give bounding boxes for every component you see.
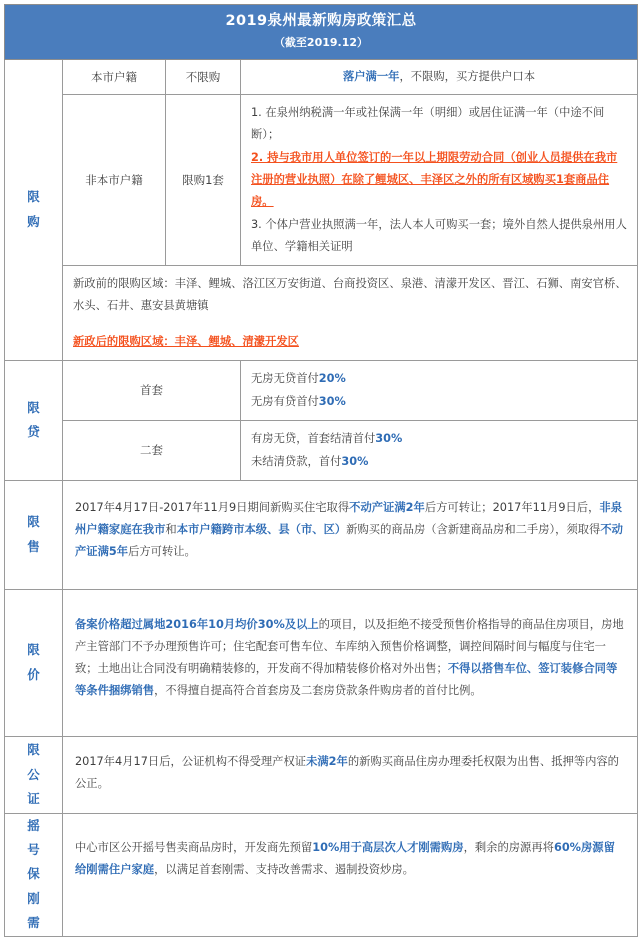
price-paragraph: 备案价格超过属地2016年10月均价30%及以上的项目，以及拒绝不接受预售价格指导的商品住房项目，房地产主管部门不予办理预售许可；住宅配套可售车位、车库纳入预售价格调整，调控间隔时间与幅度与住宅一致；土地出让合同没有明确精装修的，开发商不得加精装修价格对外出售；不得以搭售车位、签订装修合同等等条件捆绑销售，不得擅自提高符合首套房及二套房贷款条件购房者的首付比例。 — [75, 617, 624, 697]
table-row — [5, 95, 638, 266]
table-title-row — [5, 5, 638, 60]
table-row — [5, 266, 638, 360]
loan-first-line-1: 无房无贷首付20% — [251, 371, 346, 385]
quota-nonlocal-label: 限购1套 — [166, 95, 241, 266]
page-title: 2019泉州最新购房政策汇总 — [225, 13, 417, 29]
category-label-text: 限 售 — [27, 514, 40, 554]
quota-local-label: 不限购 — [166, 59, 241, 95]
loan-first-detail — [241, 360, 638, 420]
zone-after-line: 新政后的限购区域：丰泽、鲤城、清濛开发区 — [73, 334, 299, 348]
category-label-text: 摇 号 保 刚 需 — [27, 817, 40, 931]
notarization-paragraph: 2017年4月17日后，公证机构不得受理产权证未满2年的新购买商品住房办理委托权限为出售、抵押等内容的公正。 — [75, 754, 619, 790]
zone-before-value: 丰泽、鲤城、洛江区万安街道、台商投资区、泉港、清濛开发区、晋江、石狮、南安官桥、水头、石井、惠安县黄塘镇 — [73, 277, 627, 313]
restricted-zones-cell — [63, 266, 638, 360]
table-row — [5, 736, 638, 813]
category-label-xiandai — [5, 360, 63, 480]
nonlocal-household-detail — [241, 95, 638, 266]
loan-first-line-2: 无房有贷首付30% — [251, 394, 346, 408]
loan-second-line-1: 有房无贷，首套结清首付30% — [251, 431, 403, 445]
household-nonlocal-label: 非本市户籍 — [63, 95, 166, 266]
local-household-detail — [241, 59, 638, 95]
nonlocal-detail-item-3: 3. 个体户营业执照满一年，法人本人可购买一套；境外自然人提供泉州用人单位、学籍相关证明 — [251, 218, 627, 254]
category-label-xiangongzheng — [5, 736, 63, 813]
nonlocal-detail-item-2: 2. 持与我市用人单位签订的一年以上期限劳动合同（创业人员提供在我市注册的营业执照）在除了鲤城区、丰泽区之外的所有区域购买1套商品住房。 — [251, 151, 618, 209]
loan-second-detail — [241, 420, 638, 480]
table-row — [5, 59, 638, 95]
category-label-xiangou — [5, 59, 63, 360]
resale-restriction-detail — [63, 480, 638, 589]
category-label-xianshou — [5, 480, 63, 589]
household-local-label: 本市户籍 — [63, 59, 166, 95]
resale-paragraph: 2017年4月17日-2017年11月9日期间新购买住宅取得不动产证满2年后方可转让；2017年11月9日后，非泉州户籍家庭在我市和本市户籍跨市本级、县（市、区）新购买的商品房（含新建商品房和二手房），须取得不动产证满5年后方可转让。 — [75, 500, 623, 558]
nonlocal-detail-item-1: 1. 在泉州纳税满一年或社保满一年（明细）或居住证满一年（中途不间断）； — [251, 106, 605, 142]
category-label-text: 限 价 — [27, 642, 40, 682]
table-row — [5, 589, 638, 736]
category-label-text: 限 贷 — [27, 399, 40, 440]
category-label-text: 限 公 证 — [27, 742, 40, 806]
zone-spacer — [73, 318, 628, 331]
page-subtitle: （截至2019.12） — [273, 36, 369, 50]
table-row — [5, 360, 638, 420]
notarization-restriction-detail — [63, 736, 638, 813]
title-cell — [5, 5, 638, 60]
loan-type-first-label: 首套 — [63, 360, 241, 420]
local-detail-highlight: 落户满一年 — [342, 69, 400, 83]
category-label-xianjia — [5, 589, 63, 736]
loan-second-line-2: 未结清贷款，首付30% — [251, 454, 369, 468]
loan-type-second-label: 二套 — [63, 420, 241, 480]
table-row — [5, 480, 638, 589]
lottery-paragraph: 中心市区公开摇号售卖商品房时，开发商先预留10%用于高层次人才刚需购房，剩余的房源再将60%房源留给刚需住户家庭，以满足首套刚需、支持改善需求、遏制投资炒房。 — [75, 840, 615, 876]
zone-before-line — [73, 273, 628, 317]
policy-table — [4, 4, 638, 937]
table-row — [5, 420, 638, 480]
local-detail-plain: ，不限购，买方提供户口本 — [399, 69, 536, 83]
price-restriction-detail — [63, 589, 638, 736]
zone-before-label: 新政前的限购区域： — [73, 277, 175, 291]
category-label-text: 限 购 — [27, 189, 40, 229]
